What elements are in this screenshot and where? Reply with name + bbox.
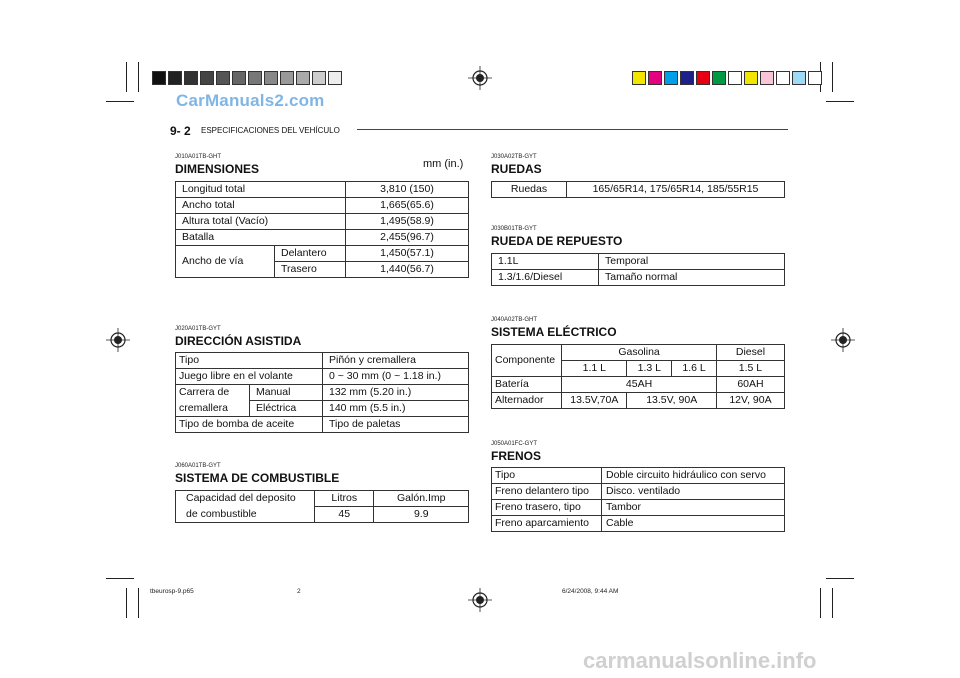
- steer-value: Piñón y cremallera: [323, 353, 469, 369]
- elec-value: 12V, 90A: [716, 393, 784, 409]
- registration-mark-icon: [831, 328, 855, 352]
- color-swatch: [248, 71, 262, 85]
- color-swatch: [664, 71, 678, 85]
- crop-mark: [820, 588, 821, 618]
- steer-label: Tipo de bomba de aceite: [176, 417, 323, 433]
- color-swatch: [312, 71, 326, 85]
- fuel-label: de combustible: [176, 507, 315, 523]
- section-heading: RUEDA DE REPUESTO: [491, 234, 623, 248]
- spare-table: [491, 253, 785, 286]
- color-swatch: [792, 71, 806, 85]
- brake-label: Freno trasero, tipo: [492, 500, 602, 516]
- color-swatch: [712, 71, 726, 85]
- brake-label: Freno delantero tipo: [492, 484, 602, 500]
- brake-value: Tambor: [602, 500, 785, 516]
- section-heading: DIMENSIONES: [175, 162, 260, 176]
- spare-label: 1.3/1.6/Diesel: [492, 270, 599, 286]
- steer-value: 132 mm (5.20 in.): [323, 385, 469, 401]
- section-heading: FRENOS: [491, 449, 542, 463]
- unit-label: mm (in.): [423, 158, 464, 170]
- wheel-label: Ruedas: [492, 182, 567, 198]
- elec-value: 13.5V,70A: [562, 393, 627, 409]
- color-swatch: [696, 71, 710, 85]
- grayscale-bar: [152, 71, 344, 85]
- registration-mark-icon: [468, 66, 492, 90]
- crop-mark: [138, 588, 139, 618]
- section-code: J010A01TB-GHT: [175, 154, 222, 160]
- crop-mark: [832, 588, 833, 618]
- dim-label: Batalla: [176, 230, 346, 246]
- steer-label: Juego libre en el volante: [176, 369, 323, 385]
- brake-value: Cable: [602, 516, 785, 532]
- crop-mark: [106, 578, 134, 579]
- crop-mark: [138, 62, 139, 92]
- section-heading: DIRECCIÓN ASISTIDA: [175, 334, 302, 348]
- section-code: J050A01FC-GYT: [491, 441, 538, 447]
- color-swatch: [760, 71, 774, 85]
- track-label: Ancho de vía: [176, 246, 275, 278]
- spare-label: 1.1L: [492, 254, 599, 270]
- section-code: J060A01TB-GYT: [175, 463, 221, 469]
- brake-value: Disco. ventilado: [602, 484, 785, 500]
- color-swatch: [168, 71, 182, 85]
- track-rear-label: Trasero: [275, 262, 346, 278]
- wheels-table: [491, 181, 785, 198]
- color-swatch: [264, 71, 278, 85]
- footer-date: 6/24/2008, 9:44 AM: [562, 588, 619, 595]
- section-code: J040A02TB-GHT: [491, 317, 538, 323]
- color-swatch: [648, 71, 662, 85]
- dim-value: 3,810 (150): [346, 182, 469, 198]
- elec-value: 60AH: [716, 377, 784, 393]
- elec-label: Alternador: [492, 393, 562, 409]
- dim-value: 2,455(96.7): [346, 230, 469, 246]
- dim-label: Longitud total: [176, 182, 346, 198]
- section-heading: SISTEMA DE COMBUSTIBLE: [175, 471, 340, 485]
- dimensions-table: [175, 181, 469, 278]
- crop-mark: [126, 62, 127, 92]
- fuel-label: Capacidad del deposito: [176, 491, 315, 507]
- brake-label: Freno aparcamiento: [492, 516, 602, 532]
- fuel-col-header: Litros: [315, 491, 374, 507]
- electric-table: [491, 344, 785, 409]
- track-rear-value: 1,440(56.7): [346, 262, 469, 278]
- elec-value: 13.5V, 90A: [627, 393, 717, 409]
- color-swatch: [296, 71, 310, 85]
- steering-table: [175, 352, 469, 433]
- crop-mark: [832, 62, 833, 92]
- color-swatch: [200, 71, 214, 85]
- section-code: J030A02TB-GYT: [491, 154, 537, 160]
- elec-header: Diesel: [717, 345, 784, 361]
- steer-label: cremallera: [176, 401, 250, 417]
- steer-label: Carrera de: [176, 385, 250, 401]
- track-front-label: Delantero: [275, 246, 346, 262]
- page-number: 9- 2: [170, 124, 191, 138]
- section-code: J030B01TB-GYT: [491, 226, 537, 232]
- fuel-table: [175, 490, 469, 523]
- color-swatch: [808, 71, 822, 85]
- brake-label: Tipo: [492, 468, 602, 484]
- header-rule: [357, 129, 788, 130]
- steer-value: Tipo de paletas: [323, 417, 469, 433]
- crop-mark: [126, 588, 127, 618]
- steer-label: Manual: [250, 385, 323, 401]
- color-swatch: [280, 71, 294, 85]
- steer-value: 0 ~ 30 mm (0 ~ 1.18 in.): [323, 369, 469, 385]
- section-heading: RUEDAS: [491, 162, 542, 176]
- crop-mark: [826, 101, 854, 102]
- steer-value: 140 mm (5.5 in.): [323, 401, 469, 417]
- dim-value: 1,665(65.6): [346, 198, 469, 214]
- crop-mark: [106, 101, 134, 102]
- wheel-value: 165/65R14, 175/65R14, 185/55R15: [567, 182, 785, 198]
- steer-label: Tipo: [176, 353, 323, 369]
- color-bar: [632, 71, 824, 85]
- color-swatch: [216, 71, 230, 85]
- section-code: J020A01TB-GYT: [175, 326, 221, 332]
- watermark[interactable]: CarManuals2.com: [176, 91, 325, 110]
- color-swatch: [152, 71, 166, 85]
- registration-mark-icon: [106, 328, 130, 352]
- section-title: ESPECIFICACIONES DEL VEHÍCULO: [201, 126, 340, 135]
- elec-label: Batería: [492, 377, 562, 393]
- elec-sub-header: 1.6 L: [672, 361, 717, 377]
- elec-value: 45AH: [562, 377, 717, 393]
- color-swatch: [728, 71, 742, 85]
- elec-sub-header: 1.5 L: [738, 362, 763, 374]
- fuel-value: 9.9: [374, 507, 469, 523]
- fuel-col-header: Galón.Imp: [374, 491, 469, 507]
- dim-label: Ancho total: [176, 198, 346, 214]
- dim-label: Altura total (Vacío): [176, 214, 346, 230]
- track-front-value: 1,450(57.1): [346, 246, 469, 262]
- elec-header: Gasolina: [562, 345, 717, 361]
- color-swatch: [328, 71, 342, 85]
- elec-label: Componente: [492, 345, 562, 377]
- brakes-table: [491, 467, 785, 532]
- spare-value: Temporal: [599, 254, 785, 270]
- color-swatch: [776, 71, 790, 85]
- steer-label: Eléctrica: [250, 401, 323, 417]
- footer-page: 2: [297, 588, 301, 595]
- color-swatch: [232, 71, 246, 85]
- fuel-value: 45: [315, 507, 374, 523]
- spare-value: Tamaño normal: [599, 270, 785, 286]
- footer-watermark[interactable]: carmanualsonline.info: [583, 648, 817, 673]
- footer-file: tbeurosp-9.p65: [150, 588, 194, 595]
- color-swatch: [680, 71, 694, 85]
- brake-value: Doble circuito hidráulico con servo: [602, 468, 785, 484]
- elec-sub-header: 1.1 L: [562, 361, 627, 377]
- color-swatch: [632, 71, 646, 85]
- crop-mark: [826, 578, 854, 579]
- color-swatch: [184, 71, 198, 85]
- dim-value: 1,495(58.9): [346, 214, 469, 230]
- color-swatch: [744, 71, 758, 85]
- elec-sub-header: 1.3 L: [627, 361, 672, 377]
- registration-mark-icon: [468, 588, 492, 612]
- section-heading: SISTEMA ELÉCTRICO: [491, 325, 617, 339]
